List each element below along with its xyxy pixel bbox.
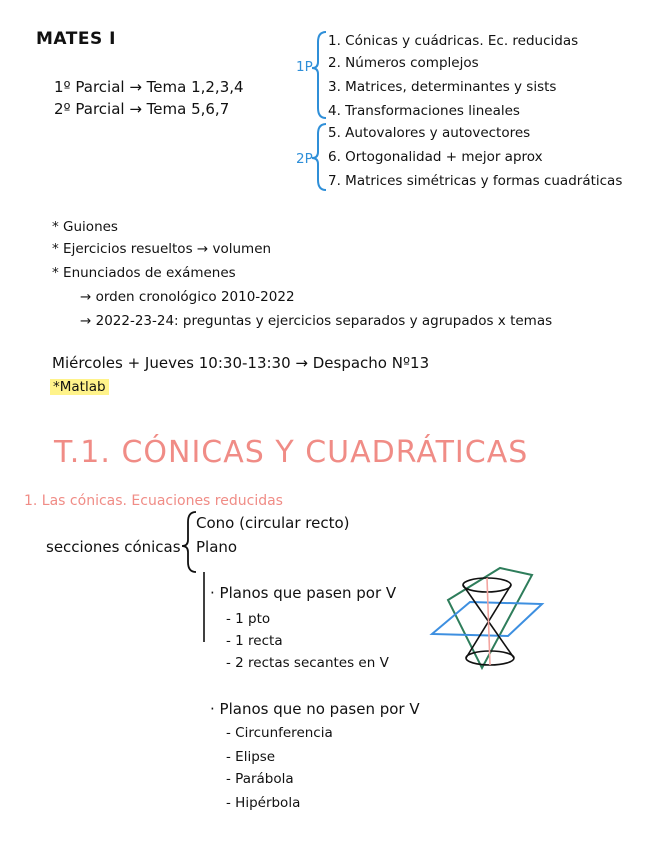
con-v-title: · Planos que pasen por V	[210, 584, 397, 602]
con-v-item: - 1 recta	[226, 633, 283, 649]
page-title: MATES I	[36, 29, 116, 49]
section-subtitle: 1. Las cónicas. Ecuaciones reducidas	[24, 493, 283, 509]
sin-v-title: · Planos que no pasen por V	[210, 700, 420, 718]
topic-item: 5. Autovalores y autovectores	[328, 125, 531, 141]
brace-1p	[312, 32, 326, 118]
parcial-1: 1º Parcial → Tema 1,2,3,4	[54, 78, 244, 96]
cone-diagram	[432, 568, 542, 668]
section-title: T.1. CÓNICAS Y CUADRÁTICAS	[54, 435, 529, 470]
matlab-highlight: *Matlab	[50, 379, 109, 395]
secciones-label: secciones cónicas	[46, 538, 181, 556]
brace-item-cono: Cono (circular recto)	[196, 514, 350, 532]
topic-item: 7. Matrices simétricas y formas cuadráticas	[328, 173, 623, 189]
sin-v-item: - Elipse	[226, 749, 276, 765]
resource-item: * Ejercicios resueltos → volumen	[52, 241, 272, 257]
con-v-item: - 2 rectas secantes en V	[226, 655, 389, 671]
topic-item: 3. Matrices, determinantes y sists	[328, 79, 557, 95]
topic-item: 1. Cónicas y cuádricas. Ec. reducidas	[328, 33, 579, 49]
resource-sub-item: → 2022-23-24: preguntas y ejercicios separados y agrupados x temas	[80, 313, 553, 329]
sin-v-item: - Hipérbola	[226, 795, 301, 811]
topic-item: 4. Transformaciones lineales	[328, 103, 520, 119]
topic-item: 6. Ortogonalidad + mejor aprox	[328, 149, 543, 165]
brace-secciones	[182, 512, 196, 572]
brace-item-plano: Plano	[196, 538, 238, 556]
group-label-2p: 2P	[296, 151, 313, 167]
parcial-2: 2º Parcial → Tema 5,6,7	[54, 100, 230, 118]
sin-v-item: - Parábola	[226, 771, 294, 787]
schedule-text: Miércoles + Jueves 10:30-13:30 → Despacho Nº13	[52, 354, 430, 372]
group-label-1p: 1P	[296, 59, 313, 75]
con-v-item: - 1 pto	[226, 611, 271, 627]
topic-item: 2. Números complejos	[328, 55, 479, 71]
sin-v-item: - Circunferencia	[226, 725, 333, 741]
matlab-note	[50, 378, 109, 396]
resource-item: * Enunciados de exámenes	[52, 265, 236, 281]
resource-item: * Guiones	[52, 219, 118, 235]
brace-2p	[312, 124, 326, 190]
resource-sub-item: → orden cronológico 2010-2022	[80, 289, 295, 305]
